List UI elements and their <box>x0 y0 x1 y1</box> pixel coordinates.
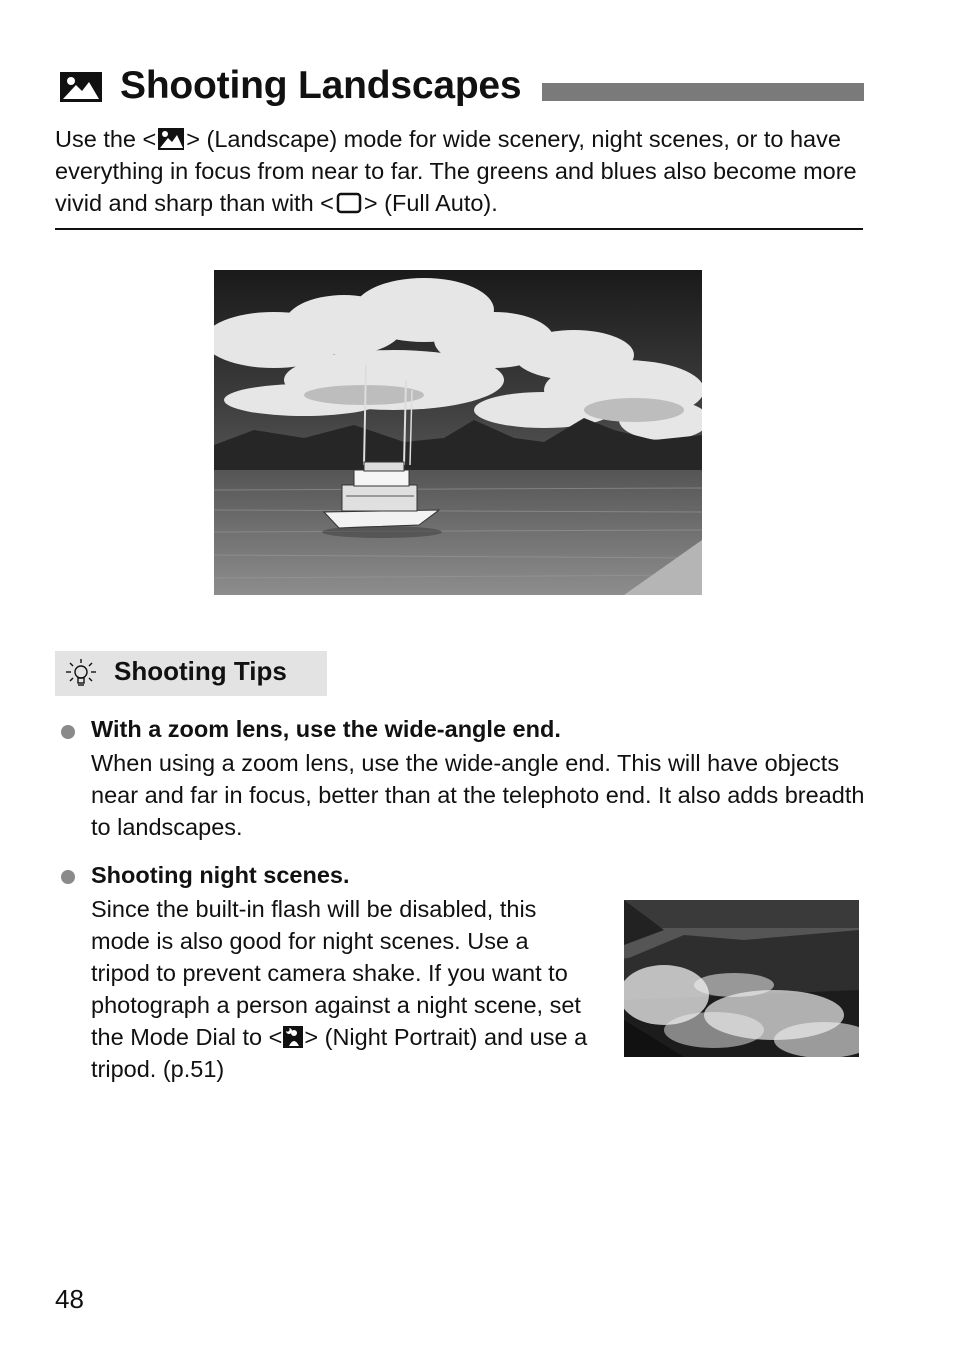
landscape-mode-icon <box>158 128 184 150</box>
tip-body-night-text-2: > (Night Portrait) and use a tripod. (p.51) <box>91 1024 588 1082</box>
tip-body-zoom: When using a zoom lens, use the wide-angle end. This will have objects near and far in focus, better than at the telephoto end. It also adds breadth to landscapes. <box>91 750 865 840</box>
title-decorative-bar <box>542 83 864 101</box>
night-portrait-icon <box>283 1026 303 1048</box>
shooting-tips-header <box>55 651 327 696</box>
page-number: 48 <box>55 1284 84 1314</box>
shooting-tips-title: Shooting Tips <box>114 656 287 686</box>
section-title-row <box>56 62 864 114</box>
intro-paragraph <box>55 123 865 219</box>
landscape-mode-icon <box>60 72 102 102</box>
page-title: Shooting Landscapes <box>120 64 522 107</box>
full-auto-icon <box>336 192 362 214</box>
divider-rule <box>55 228 863 230</box>
lightbulb-icon <box>63 657 99 691</box>
night-city-photo <box>624 900 859 1057</box>
intro-text-2: > (Landscape) mode for wide scenery, night scenes, or to have everything in focus from near to far. The greens and blues also become more vivid and sharp than with < <box>55 126 857 216</box>
bullet-marker <box>61 870 75 884</box>
intro-text-3: > (Full Auto). <box>363 190 498 216</box>
tip-body-night <box>91 893 591 1085</box>
tip-heading-night: Shooting night scenes. <box>91 862 350 888</box>
tip-heading-zoom: With a zoom lens, use the wide-angle end. <box>91 716 561 742</box>
landscape-photo-boat <box>214 270 702 595</box>
bullet-marker <box>61 725 75 739</box>
intro-text-1: Use the < <box>55 126 157 152</box>
tip-body-night-text-1: Since the built-in flash will be disabled, this mode is also good for night scenes. Use a tripod to prevent camera shake. If you want to photograph a person against a night scene, set the Mode Dial to < <box>91 896 581 1050</box>
